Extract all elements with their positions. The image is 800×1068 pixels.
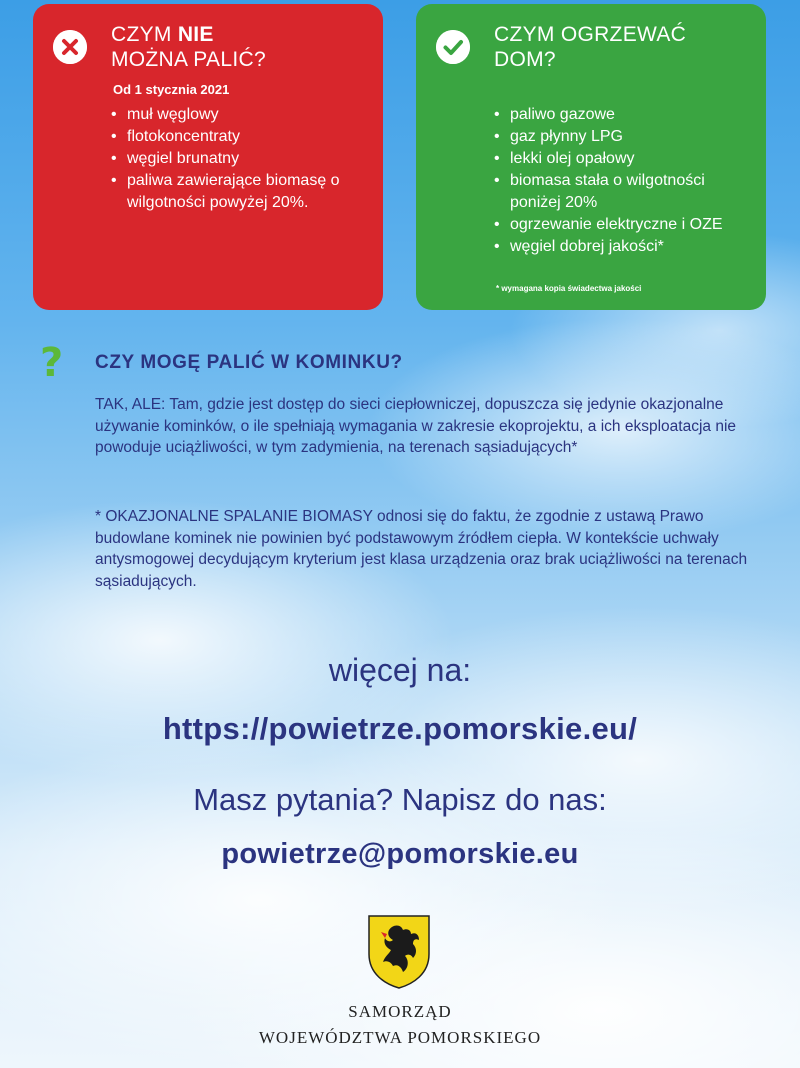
fireplace-question-title: CZY MOGĘ PALIĆ W KOMINKU? [95,352,403,373]
allowed-fuels-title: CZYM OGRZEWAĆ DOM? [494,23,687,71]
forbidden-fuels-title: CZYM NIE MOŻNA PALIĆ? [111,23,266,71]
list-item: • paliwa zawierające biomasę o wilgotności powyżej 20%. [111,170,361,214]
quality-certificate-note: * wymagana kopia świadectwa jakości [496,284,642,293]
check-circle-icon [436,30,470,64]
forbidden-fuels-date: Od 1 stycznia 2021 [113,82,230,97]
more-info-label: więcej na: [328,652,472,688]
allowed-fuels-list [494,104,759,258]
biomass-footnote-paragraph: * OKAZJONALNE SPALANIE BIOMASY odnosi się do faktu, że zgodnie z ustawą Prawo budowlane kominek nie powinien być podstawowym źródłem ciepła. W kontekście uchwały antysmogowej decydującym kryterium jest klasa urządzenia oraz brak uciążliwości na terenach sąsiadujących. [95,508,748,590]
list-item: • ogrzewanie elektryczne i OZE [494,214,759,236]
email-link[interactable]: powietrze@pomorskie.eu [221,838,579,870]
organization-name-line1: SAMORZĄD [348,1002,452,1021]
list-item: • paliwo gazowe [494,104,759,126]
allowed-fuels-card [416,4,766,310]
forbidden-fuels-list [111,104,361,214]
list-item: • węgiel brunatny [111,148,361,170]
griffin-coat-of-arms-icon [367,914,431,990]
list-item: • lekki olej opałowy [494,148,759,170]
list-item: • muł węglowy [111,104,361,126]
questions-label: Masz pytania? Napisz do nas: [193,782,607,817]
list-item: • flotokoncentraty [111,126,361,148]
list-item: • węgiel dobrej jakości* [494,236,759,258]
website-link[interactable]: https://powietrze.pomorskie.eu/ [162,711,638,746]
x-circle-icon [53,30,87,64]
list-item: • biomasa stała o wilgotności poniżej 20% [494,170,759,214]
forbidden-fuels-card [33,4,383,310]
fireplace-answer-paragraph: TAK, ALE: Tam, gdzie jest dostęp do sieci ciepłowniczej, dopuszcza się jedynie okazjonalne używanie kominków, o ile spełniają wymagania w zakresie ekoprojektu, a ich eksploatacja nie powoduje uciążliwości, w tym zadymienia, na terenach sąsiadujących* [95,396,737,456]
list-item: • gaz płynny LPG [494,126,759,148]
question-mark-icon: ? [40,340,64,386]
organization-name-line2: WOJEWÓDZTWA POMORSKIEGO [258,1028,542,1047]
